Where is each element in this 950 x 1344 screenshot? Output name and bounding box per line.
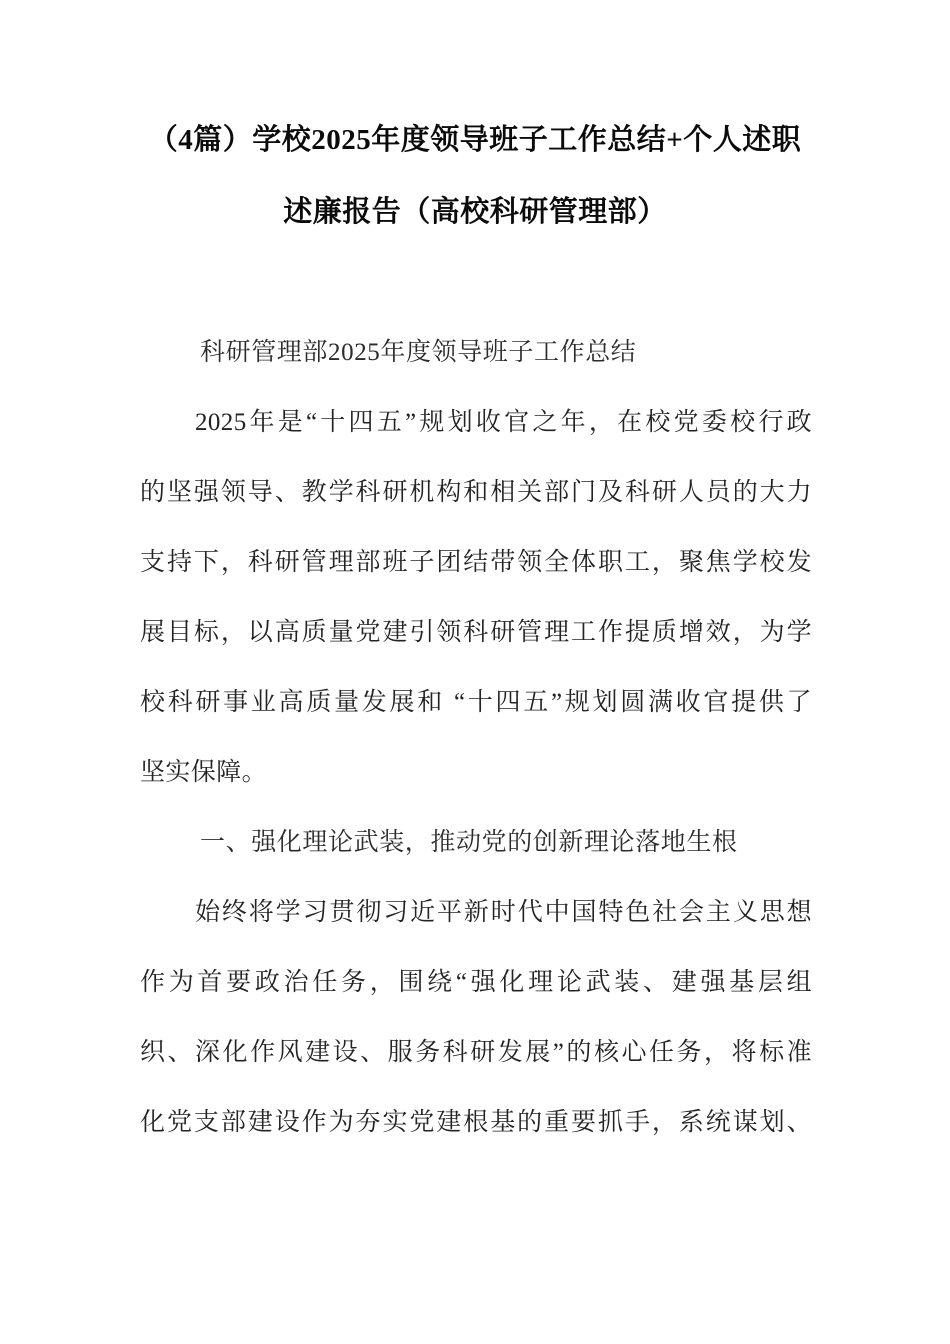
paragraph-line: 的坚强领导、教学科研机构和相关部门及科研人员的大力 [140,479,812,506]
paragraph-line: 校科研事业高质量发展和 “十四五”规划圆满收官提供了 [140,689,812,716]
document-body [140,318,812,1158]
paragraph-line: 坚实保障。 [140,759,268,786]
paragraph-intro [140,388,812,808]
title-line-2: 述廉报告（高校科研管理部） [283,196,667,228]
paragraph-line: 展目标，以高质量党建引领科研管理工作提质增效，为学 [140,619,812,646]
paragraph-line: 支持下，科研管理部班子团结带领全体职工，聚焦学校发 [140,549,812,576]
title-line-1: （4篇）学校2025年度领导班子工作总结+个人述职 [148,124,802,156]
section-heading-1: 一、强化理论武装，推动党的创新理论落地生根 [200,829,738,856]
paragraph-line: 2025年是“十四五”规划收官之年，在校党委校行政 [195,409,812,436]
paragraph-line: 始终将学习贯彻习近平新时代中国特色社会主义思想 [195,899,812,926]
paragraph-line: 作为首要政治任务，围绕“强化理论武装、建强基层组 [140,969,812,996]
paragraph-section-1 [140,878,812,1158]
subtitle-heading: 科研管理部2025年度领导班子工作总结 [200,339,637,366]
paragraph-line: 织、深化作风建设、服务科研发展”的核心任务，将标准 [140,1039,812,1066]
paragraph-line: 化党支部建设作为夯实党建根基的重要抓手，系统谋划、 [140,1109,812,1136]
page-title [110,104,840,248]
